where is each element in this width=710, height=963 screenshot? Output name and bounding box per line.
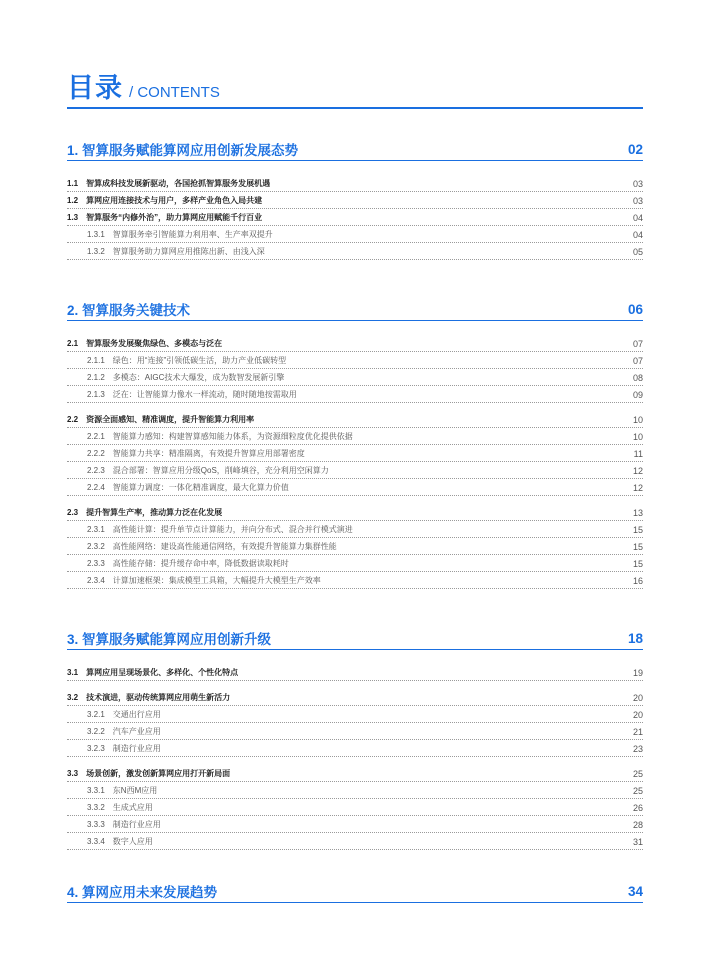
entry-number: 3.3.4: [87, 837, 105, 846]
entry-page-number: 21: [632, 727, 643, 737]
entry-number: 3.1: [67, 668, 79, 677]
entry-text: 技术演进，驱动传统算网应用萌生新活力: [86, 693, 231, 702]
entry-page-number: 26: [632, 803, 643, 813]
entry-page-number: 28: [632, 820, 643, 830]
toc-section-heading[interactable]: [67, 298, 643, 321]
entry-text: 高性能计算：提升单节点计算能力，并向分布式、混合并行模式演进: [112, 525, 353, 534]
toc-item-entry[interactable]: [67, 740, 643, 757]
entry-title: [67, 692, 230, 704]
toc-subsection-entry[interactable]: [67, 689, 643, 706]
entry-number: 2.2: [67, 415, 79, 424]
entry-number: 2.3.2: [87, 542, 105, 551]
entry-title: [87, 372, 284, 384]
toc-item-entry[interactable]: [67, 782, 643, 799]
entry-text: 智算服务“内修外治”，助力算网应用赋能千行百业: [86, 213, 263, 222]
section-title: 1. 智算服务赋能算网应用创新发展态势: [67, 143, 299, 158]
entry-page-number: 04: [632, 230, 643, 240]
entry-text: 提升智算生产率，推动算力泛在化发展: [86, 508, 223, 517]
entry-number: 1.2: [67, 196, 79, 205]
entry-title: [87, 246, 265, 258]
toc-subsection-entry[interactable]: [67, 664, 643, 681]
entry-text: 智算服务牵引智能算力利用率、生产率双提升: [112, 230, 273, 239]
entry-number: 3.3.1: [87, 786, 105, 795]
entry-title: [87, 524, 353, 536]
entry-page-number: 15: [632, 525, 643, 535]
entry-title: [67, 414, 254, 426]
entry-number: 3.3: [67, 769, 79, 778]
entry-number: 2.2.3: [87, 466, 105, 475]
entry-page-number: 31: [632, 837, 643, 847]
entry-text: 生成式应用: [112, 803, 153, 812]
entry-title: [87, 836, 153, 848]
entry-title: [87, 541, 337, 553]
toc-item-entry[interactable]: [67, 462, 643, 479]
entry-number: 3.3.2: [87, 803, 105, 812]
entry-page-number: 15: [632, 559, 643, 569]
entry-title: [67, 195, 262, 207]
entry-number: 2.1.1: [87, 356, 105, 365]
entry-title: [87, 389, 297, 401]
page-subtitle: / CONTENTS: [129, 84, 220, 101]
toc-item-entry[interactable]: [67, 479, 643, 496]
toc-item-entry[interactable]: [67, 369, 643, 386]
toc-item-entry[interactable]: [67, 555, 643, 572]
entry-title: [87, 819, 161, 831]
entry-page-number: 25: [632, 769, 643, 779]
group-spacer: [67, 403, 643, 411]
entry-text: 高性能存储：提升缓存命中率，降低数据读取耗时: [112, 559, 289, 568]
toc-subsection-entry[interactable]: [67, 504, 643, 521]
entry-number: 1.1: [67, 179, 79, 188]
toc-section: [67, 138, 643, 260]
entry-page-number: 10: [632, 432, 643, 442]
group-spacer: [67, 681, 643, 689]
entry-title: [87, 802, 153, 814]
section-page-number: 06: [627, 301, 643, 317]
entry-text: 混合部署：智算应用分级QoS，削峰填谷，充分利用空闲算力: [112, 466, 329, 475]
entry-text: 多模态：AIGC技术大爆发，成为数智发展新引擎: [112, 373, 285, 382]
toc-item-entry[interactable]: [67, 723, 643, 740]
entry-text: 智能算力感知：构建智算感知能力体系，为资源细粒度优化提供依据: [112, 432, 353, 441]
section-page-number: 18: [627, 630, 643, 646]
toc-section: [67, 627, 643, 850]
entry-page-number: 13: [632, 508, 643, 518]
group-spacer: [67, 496, 643, 504]
entry-title: [67, 768, 230, 780]
entry-title: [87, 229, 273, 241]
toc-section-heading[interactable]: [67, 627, 643, 650]
entry-title: [67, 212, 262, 224]
entry-number: 2.1: [67, 339, 79, 348]
entry-page-number: 03: [632, 196, 643, 206]
entry-text: 智算服务发展聚焦绿色、多模态与泛在: [86, 339, 223, 348]
entry-page-number: 12: [632, 483, 643, 493]
entry-text: 智能算力调度：一体化精准调度，最大化算力价值: [112, 483, 289, 492]
section-page-number: 34: [627, 883, 643, 899]
toc-subsection-entry[interactable]: [67, 335, 643, 352]
entry-title: [87, 726, 161, 738]
toc-section: [67, 880, 643, 903]
entry-number: 2.2.2: [87, 449, 105, 458]
entry-number: 1.3: [67, 213, 79, 222]
entry-text: 泛在：让智能算力像水一样流动，随时随地按需取用: [112, 390, 297, 399]
entry-page-number: 07: [632, 339, 643, 349]
entry-title: [87, 431, 353, 443]
entry-number: 2.3.1: [87, 525, 105, 534]
entry-number: 3.2.3: [87, 744, 105, 753]
entry-text: 交通出行应用: [112, 710, 161, 719]
entry-page-number: 15: [632, 542, 643, 552]
entry-text: 智能算力共享：精准隔离，有效提升智算应用部署密度: [112, 449, 305, 458]
toc-item-entry[interactable]: [67, 799, 643, 816]
toc-item-entry[interactable]: [67, 445, 643, 462]
entry-page-number: 16: [632, 576, 643, 586]
entry-number: 2.1.2: [87, 373, 105, 382]
toc-item-entry[interactable]: [67, 521, 643, 538]
entry-text: 计算加速框架：集成模型工具箱，大幅提升大模型生产效率: [112, 576, 321, 585]
entry-title: [87, 709, 161, 721]
entry-page-number: 25: [632, 786, 643, 796]
entry-page-number: 19: [632, 668, 643, 678]
toc-header: [67, 66, 220, 105]
toc-item-entry[interactable]: [67, 538, 643, 555]
toc-subsection-entry[interactable]: [67, 192, 643, 209]
entry-number: 2.3.3: [87, 559, 105, 568]
entry-title: [87, 743, 161, 755]
entry-title: [67, 667, 238, 679]
entry-page-number: 10: [632, 415, 643, 425]
entry-page-number: 08: [632, 373, 643, 383]
entry-text: 场景创新，激发创新算网应用打开新局面: [86, 769, 231, 778]
section-page-number: 02: [627, 141, 643, 157]
entry-page-number: 20: [632, 710, 643, 720]
entry-text: 高性能网络：建设高性能通信网络，有效提升智能算力集群性能: [112, 542, 337, 551]
entry-title: [87, 355, 286, 367]
entry-number: 3.2.1: [87, 710, 105, 719]
entry-number: 2.2.4: [87, 483, 105, 492]
section-title: 3. 智算服务赋能算网应用创新升级: [67, 632, 272, 647]
toc-item-entry[interactable]: [67, 706, 643, 723]
toc-item-entry[interactable]: [67, 816, 643, 833]
toc-section: [67, 298, 643, 589]
entry-title: [87, 785, 157, 797]
entry-number: 2.3: [67, 508, 79, 517]
page-title: 目录: [67, 73, 123, 103]
entry-title: [87, 448, 305, 460]
entry-title: [67, 507, 222, 519]
entry-number: 2.3.4: [87, 576, 105, 585]
entry-text: 算网应用连接技术与用户，多样产业角色入局共建: [86, 196, 263, 205]
toc-subsection-entry[interactable]: [67, 209, 643, 226]
entry-title: [87, 575, 321, 587]
toc-item-entry[interactable]: [67, 243, 643, 260]
entry-number: 3.2: [67, 693, 79, 702]
entry-title: [67, 178, 270, 190]
table-of-contents: [67, 138, 643, 903]
entry-title: [87, 558, 289, 570]
entry-text: 制造行业应用: [112, 820, 161, 829]
entry-text: 东N西M应用: [112, 786, 158, 795]
entry-page-number: 23: [632, 744, 643, 754]
toc-section-heading[interactable]: [67, 138, 643, 161]
entry-text: 制造行业应用: [112, 744, 161, 753]
entry-page-number: 04: [632, 213, 643, 223]
section-title: 4. 算网应用未来发展趋势: [67, 885, 218, 900]
toc-item-entry[interactable]: [67, 833, 643, 850]
entry-page-number: 09: [632, 390, 643, 400]
entry-text: 智算成科技发展新驱动，各国抢抓智算服务发展机遇: [86, 179, 271, 188]
entry-text: 数字人应用: [112, 837, 153, 846]
toc-item-entry[interactable]: [67, 226, 643, 243]
entry-page-number: 03: [632, 179, 643, 189]
entry-title: [87, 482, 289, 494]
entry-title: [67, 338, 222, 350]
entry-text: 算网应用呈现场景化、多样化、个性化特点: [86, 668, 239, 677]
entry-page-number: 11: [633, 449, 643, 459]
entry-text: 汽车产业应用: [112, 727, 161, 736]
entry-title: [87, 465, 329, 477]
toc-item-entry[interactable]: [67, 352, 643, 369]
toc-item-entry[interactable]: [67, 572, 643, 589]
toc-item-entry[interactable]: [67, 386, 643, 403]
toc-subsection-entry[interactable]: [67, 175, 643, 192]
entry-page-number: 07: [632, 356, 643, 366]
entry-number: 2.2.1: [87, 432, 105, 441]
entry-number: 3.3.3: [87, 820, 105, 829]
entry-page-number: 20: [632, 693, 643, 703]
entry-text: 资源全面感知、精准调度，提升智能算力利用率: [86, 415, 255, 424]
section-title: 2. 智算服务关键技术: [67, 303, 191, 318]
entry-number: 1.3.1: [87, 230, 105, 239]
entry-text: 绿色：用“连接”引领低碳生活，助力产业低碳转型: [112, 356, 287, 365]
entry-number: 2.1.3: [87, 390, 105, 399]
header-divider: [67, 107, 643, 109]
toc-section-heading[interactable]: [67, 880, 643, 903]
group-spacer: [67, 757, 643, 765]
entry-page-number: 12: [632, 466, 643, 476]
toc-item-entry[interactable]: [67, 428, 643, 445]
entry-page-number: 05: [632, 247, 643, 257]
entry-number: 1.3.2: [87, 247, 105, 256]
toc-subsection-entry[interactable]: [67, 411, 643, 428]
toc-subsection-entry[interactable]: [67, 765, 643, 782]
entry-text: 智算服务助力算网应用推陈出新、由浅入深: [112, 247, 265, 256]
entry-number: 3.2.2: [87, 727, 105, 736]
